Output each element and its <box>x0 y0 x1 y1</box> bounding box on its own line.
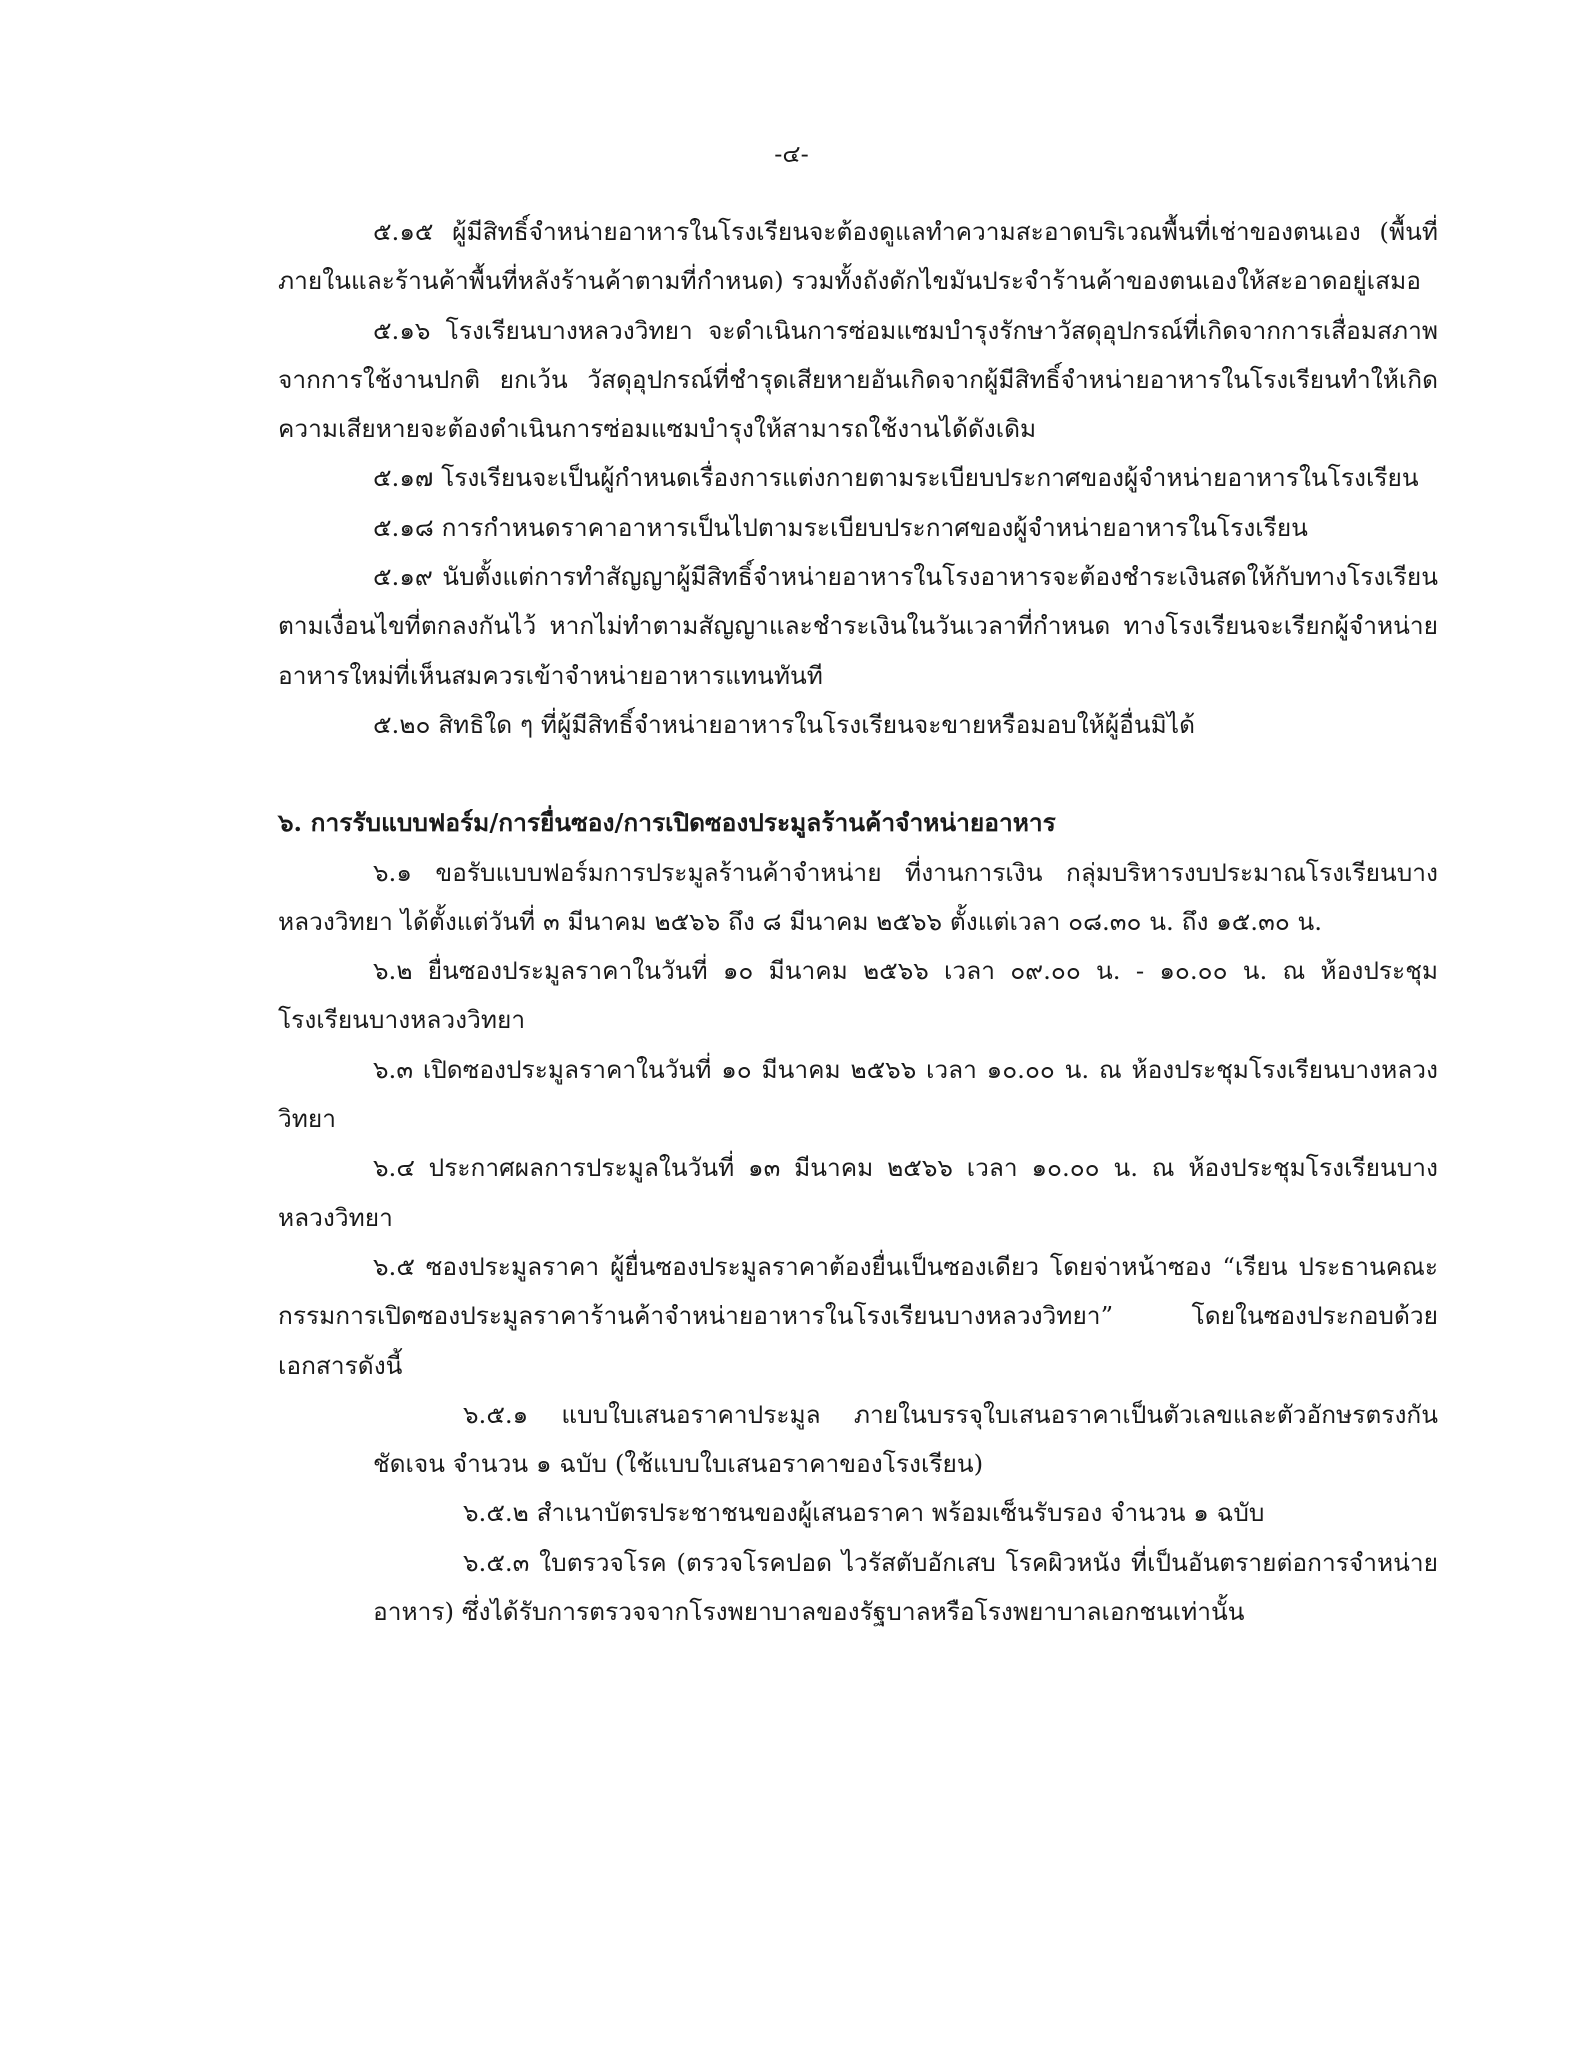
document-body <box>278 207 1438 1636</box>
clause-6-4: ๖.๔ ประกาศผลการประมูลในวันที่ ๑๓ มีนาคม ๒๕๖๖ เวลา ๑๐.๐๐ น. ณ ห้องประชุมโรงเรียนบางหลวงวิทยา <box>278 1153 1438 1232</box>
clause-5-17: ๕.๑๗ โรงเรียนจะเป็นผู้กำหนดเรื่องการแต่งกายตามระเบียบประกาศของผู้จำหน่ายอาหารในโรงเรียน <box>373 463 1419 493</box>
clause-5-20: ๕.๒๐ สิทธิใด ๆ ที่ผู้มีสิทธิ์จำหน่ายอาหารในโรงเรียนจะขายหรือมอบให้ผู้อื่นมิได้ <box>373 709 1196 739</box>
clause-6-2: ๖.๒ ยื่นซองประมูลราคาในวันที่ ๑๐ มีนาคม ๒๕๖๖ เวลา ๐๙.๐๐ น. - ๑๐.๐๐ น. ณ ห้องประชุมโรงเรียนบางหลวงวิทยา <box>278 956 1438 1035</box>
clause-5-18: ๕.๑๘ การกำหนดราคาอาหารเป็นไปตามระเบียบประกาศของผู้จำหน่ายอาหารในโรงเรียน <box>373 512 1308 542</box>
clause-6-3: ๖.๓ เปิดซองประมูลราคาในวันที่ ๑๐ มีนาคม ๒๕๖๖ เวลา ๑๐.๐๐ น. ณ ห้องประชุมโรงเรียนบางหลวงวิทยา <box>278 1054 1438 1134</box>
clause-6-5-2: ๖.๕.๒ สำเนาบัตรประชาชนของผู้เสนอราคา พร้อมเซ็นรับรอง จำนวน ๑ ฉบับ <box>463 1498 1265 1528</box>
clause-6-5: ๖.๕ ซองประมูลราคา ผู้ยื่นซองประมูลราคาต้องยื่นเป็นซองเดียว โดยจ่าหน้าซอง “เรียน ประธานคณะกรรมการเปิดซองประมูลราคาร้านค้าจำหน่ายอาหารในโรงเรียนบางหลวงวิทยา” โดยในซองประกอบด้วยเอกสารดังนี้ <box>278 1251 1438 1380</box>
page-number: -๔- <box>774 140 809 168</box>
section-6-heading: ๖. การรับแบบฟอร์ม/การยื่นซอง/การเปิดซองประมูลร้านค้าจำหน่ายอาหาร <box>278 808 1056 838</box>
clause-5-16: ๕.๑๖ โรงเรียนบางหลวงวิทยา จะดำเนินการซ่อมแซมบำรุงรักษาวัสดุอุปกรณ์ที่เกิดจากการเสื่อมสภาพจากการใช้งานปกติ ยกเว้น วัสดุอุปกรณ์ที่ชำรุดเสียหายอันเกิดจากผู้มีสิทธิ์จำหน่ายอาหารในโรงเรียนทำให้เกิดความเสียหายจะต้องดำเนินการซ่อมแซมบำรุงให้สามารถใช้งานได้ดังเดิม <box>278 315 1438 444</box>
clause-5-15: ๕.๑๕ ผู้มีสิทธิ์จำหน่ายอาหารในโรงเรียนจะต้องดูแลทำความสะอาดบริเวณพื้นที่เช่าของตนเอง (พื้นที่ภายในและร้านค้าพื้นที่หลังร้านค้าตามที่กำหนด) รวมทั้งถังดักไขมันประจำร้านค้าของตนเองให้สะอาดอยู่เสมอ <box>278 217 1438 296</box>
clause-5-19: ๕.๑๙ นับตั้งแต่การทำสัญญาผู้มีสิทธิ์จำหน่ายอาหารในโรงอาหารจะต้องชำระเงินสดให้กับทางโรงเรียนตามเงื่อนไขที่ตกลงกันไว้ หากไม่ทำตามสัญญาและชำระเงินในวันเวลาที่กำหนด ทางโรงเรียนจะเรียกผู้จำหน่ายอาหารใหม่ที่เห็นสมควรเข้าจำหน่ายอาหารแทนทันที <box>278 562 1438 690</box>
clause-6-5-3: ๖.๕.๓ ใบตรวจโรค (ตรวจโรคปอด ไวรัสตับอักเสบ โรคผิวหนัง ที่เป็นอันตรายต่อการจำหน่ายอาหาร) ซึ่งได้รับการตรวจจากโรงพยาบาลของรัฐบาลหรือโรงพยาบาลเอกชนเท่านั้น <box>373 1547 1438 1627</box>
clause-6-1: ๖.๑ ขอรับแบบฟอร์มการประมูลร้านค้าจำหน่าย ที่งานการเงิน กลุ่มบริหารงบประมาณโรงเรียนบางหลวงวิทยา ได้ตั้งแต่วันที่ ๓ มีนาคม ๒๕๖๖ ถึง ๘ มีนาคม ๒๕๖๖ ตั้งแต่เวลา ๐๘.๓๐ น. ถึง ๑๕.๓๐ น. <box>278 857 1438 936</box>
clause-6-5-1: ๖.๕.๑ แบบใบเสนอราคาประมูล ภายในบรรจุใบเสนอราคาเป็นตัวเลขและตัวอักษรตรงกันชัดเจน จำนวน ๑ ฉบับ (ใช้แบบใบเสนอราคาของโรงเรียน) <box>373 1399 1438 1479</box>
